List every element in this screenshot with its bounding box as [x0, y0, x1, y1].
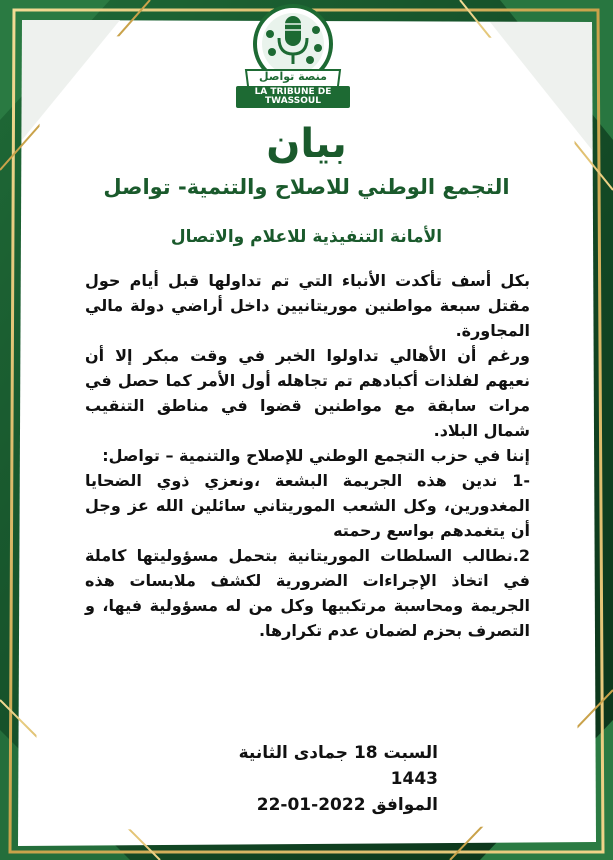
logo-name-english: LA TRIBUNE DE TWASSOUL: [236, 86, 350, 108]
party-name: التجمع الوطني للاصلاح والتنمية- تواصل: [103, 175, 510, 199]
paragraph-4: -1 ندين هذه الجريمة البشعة ،ونعزي ذوي الضحايا المغدورين، وكل الشعب الموريتاني سائلين الله عز وجل أن يتغمدهم بواسع رحمته: [85, 471, 530, 540]
office-name: الأمانة التنفيذية للاعلام والاتصال: [170, 227, 443, 247]
statement-body: [85, 268, 530, 643]
microphone-icon: [285, 16, 301, 46]
gregorian-date: الموافق 2022-01-22: [256, 795, 438, 815]
instagram-icon: [312, 26, 320, 34]
paragraph-1: بكل أسف تأكدت الأنباء التي تم تداولها قبل أيام حول مقتل سبعة مواطنين موريتانيين داخل أراضي دولة مالي المجاورة.: [85, 271, 530, 340]
logo-name-arabic: منصة تواصل: [259, 70, 327, 83]
date-block: [200, 740, 438, 818]
twitter-icon: [314, 44, 322, 52]
paragraph-3: إننا في حزب التجمع الوطني للإصلاح والتنمية – تواصل:: [102, 446, 530, 465]
paragraph-5: 2.نطالب السلطات الموريتانية بتحمل مسؤوليتها كاملة في اتخاذ الإجراءات الضرورية لكشف ملابسات هذه الجريمة ومحاسبة مرتكبيها وكل من له مسؤولية فيها، و التصرف بحزم لضمان عدم تكرارها.: [85, 546, 530, 640]
facebook-icon: [266, 30, 274, 38]
statement-title: بيان: [266, 121, 347, 167]
youtube-icon: [306, 56, 314, 64]
paragraph-2: ورغم أن الأهالي تداولوا الخبر في وقت مبكر إلا أن نعيهم لفلذات أكبادهم تم تجاهله أول الأمر كما حصل في مرات سابقة مع مواطنين قضوا في مناطق التنقيب شمال البلاد.: [85, 346, 530, 440]
tiktok-icon: [268, 48, 276, 56]
hijri-date: السبت 18 جمادى الثانية 1443: [238, 743, 438, 789]
